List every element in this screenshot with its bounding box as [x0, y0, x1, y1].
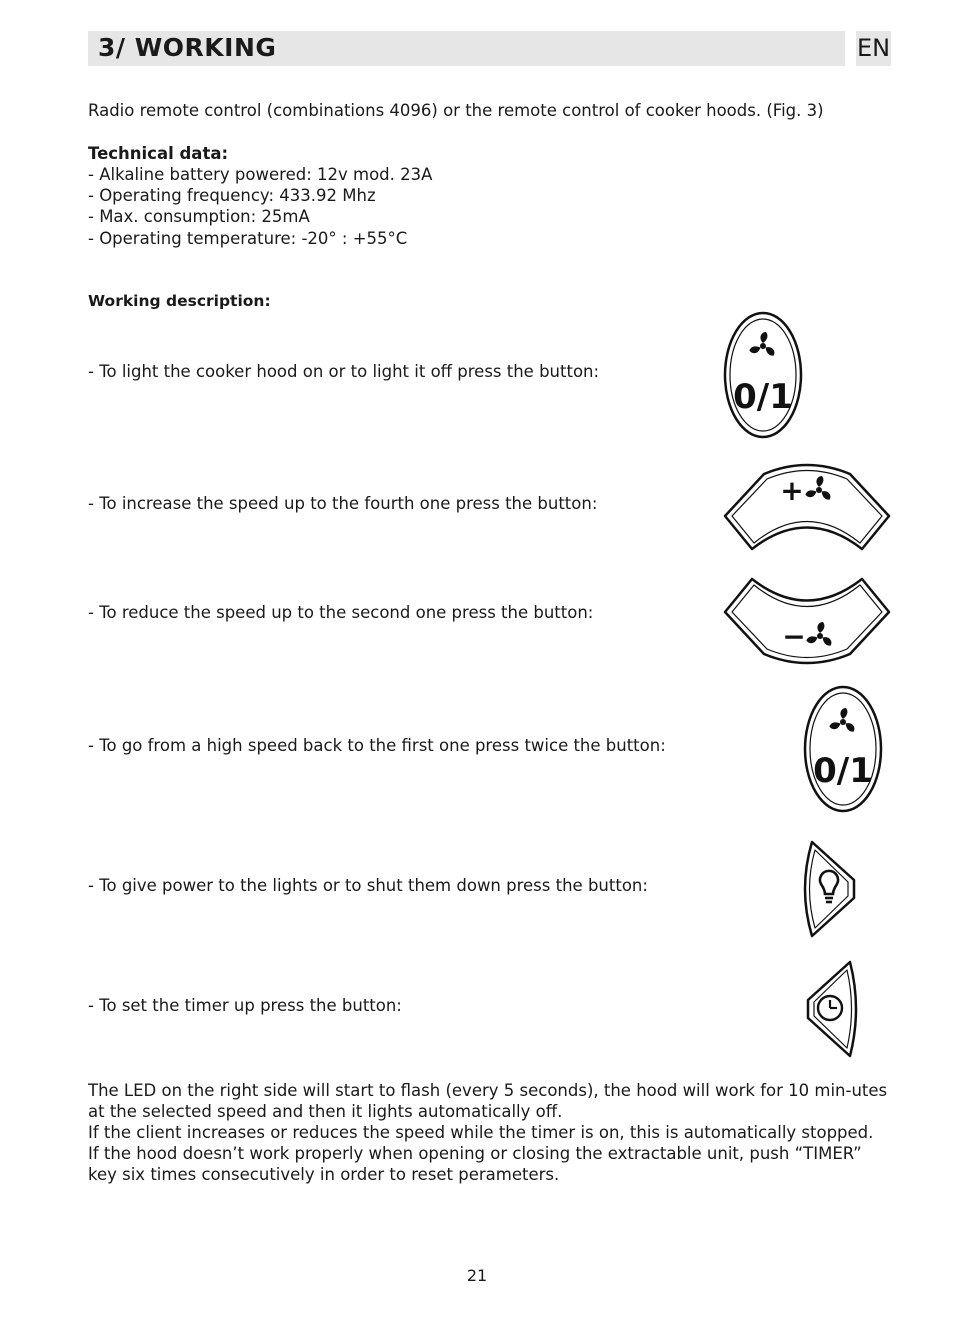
page-number: 21 [466, 1266, 488, 1285]
step-text: - To go from a high speed back to the first one press twice the button: [88, 736, 666, 755]
closing-text [88, 1080, 894, 1185]
on-off-button-second [802, 684, 884, 814]
increase-speed-button [722, 464, 892, 554]
step-text: - To give power to the lights or to shut them down press the button: [88, 876, 648, 895]
step-text: - To light the cooker hood on or to light it off press the button: [88, 362, 600, 381]
intro-text: Radio remote control (combinations 4096) or the remote control of cooker hoods. (Fig. 3) [88, 101, 824, 120]
tech-item: - Operating temperature: -20° : +55°C [88, 229, 408, 248]
step-text: - To reduce the speed up to the second one press the button: [88, 603, 594, 622]
tech-item: - Alkaline battery powered: 12v mod. 23A [88, 165, 433, 184]
step-text: - To set the timer up press the button: [88, 996, 402, 1015]
increase-label: + [780, 474, 804, 507]
on-off-label: 0/1 [813, 751, 873, 791]
light-button [802, 838, 860, 940]
on-off-button [722, 310, 804, 440]
timer-button [802, 958, 860, 1060]
closing-paragraph: If the client increases or reduces the speed while the timer is on, this is automatically stopped. [88, 1123, 874, 1142]
reduce-speed-button [722, 574, 892, 664]
tech-item: - Max. consumption: 25mA [88, 207, 310, 226]
closing-paragraph: If the hood doesn’t work properly when opening or closing the extractable unit, push “TIMER” key six times consecutively in order to reset perameters. [88, 1144, 862, 1184]
reduce-label: − [782, 620, 806, 653]
language-badge: EN [856, 31, 891, 66]
working-heading: Working description: [88, 292, 271, 310]
tech-item: - Operating frequency: 433.92 Mhz [88, 186, 376, 205]
on-off-label: 0/1 [733, 377, 793, 417]
step-text: - To increase the speed up to the fourth one press the button: [88, 494, 598, 513]
page-title: 3/ WORKING [98, 33, 277, 62]
technical-heading: Technical data: [88, 144, 229, 163]
closing-paragraph: The LED on the right side will start to flash (every 5 seconds), the hood will work for 10 min-utes at the selected speed and then it lights automatically off. [88, 1081, 888, 1121]
